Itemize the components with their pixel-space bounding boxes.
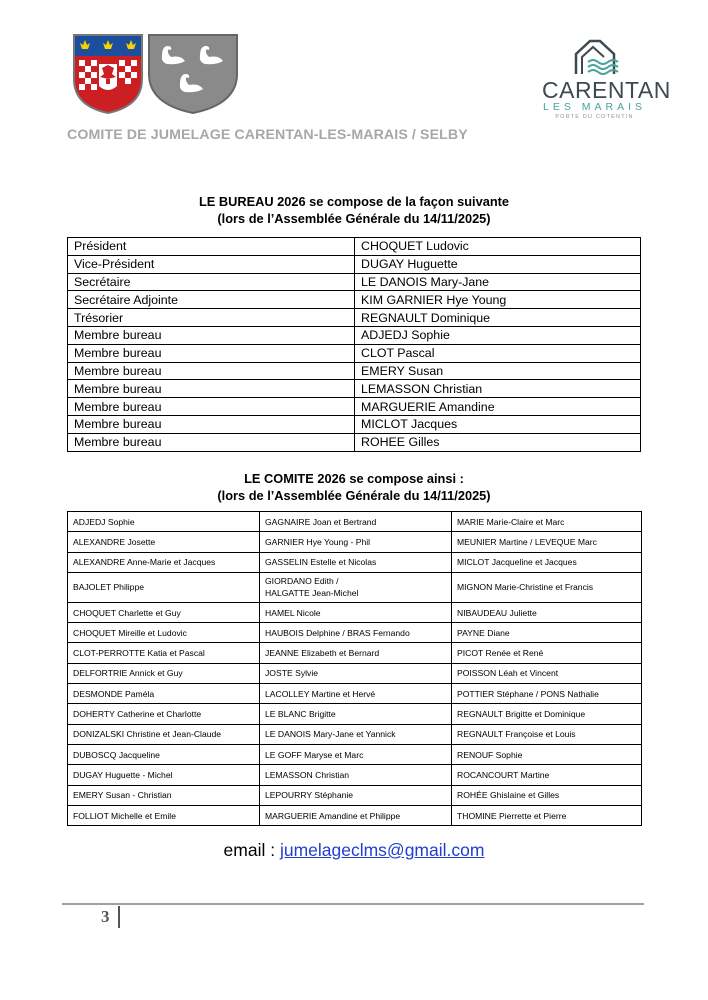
comite-member: LE BLANC Brigitte — [260, 704, 452, 724]
bureau-role: Membre bureau — [68, 433, 355, 451]
comite-member: REGNAULT Françoise et Louis — [452, 724, 642, 744]
comite-heading-line2: (lors de l’Assemblée Générale du 14/11/2025) — [217, 488, 491, 503]
comite-member: REGNAULT Brigitte et Dominique — [452, 704, 642, 724]
bureau-heading — [0, 193, 708, 227]
bureau-row — [68, 255, 641, 273]
contact-email-line — [0, 839, 708, 861]
bureau-member-name: DUGAY Huguette — [355, 255, 641, 273]
comite-heading-line1: LE COMITE 2026 se compose ainsi : — [244, 471, 464, 486]
comite-row — [68, 805, 642, 825]
comite-member: JOSTE Sylvie — [260, 663, 452, 683]
comite-member: DUBOSCQ Jacqueline — [68, 744, 260, 764]
comite-member: DUGAY Huguette - Michel — [68, 765, 260, 785]
comite-member: ROHÉE Ghislaine et Gilles — [452, 785, 642, 805]
bureau-member-name: REGNAULT Dominique — [355, 309, 641, 327]
comite-member-line: GIORDANO Edith / — [265, 576, 339, 587]
comite-member: LEMASSON Christian — [260, 765, 452, 785]
comite-row — [68, 724, 642, 744]
comite-member: CHOQUET Charlette et Guy — [68, 602, 260, 622]
bureau-member-name: LE DANOIS Mary-Jane — [355, 273, 641, 291]
bureau-row — [68, 398, 641, 416]
comite-member: HAUBOIS Delphine / BRAS Fernando — [260, 623, 452, 643]
bureau-role: Membre bureau — [68, 362, 355, 380]
bureau-member-name: CHOQUET Ludovic — [355, 238, 641, 256]
bureau-member-name: ADJEDJ Sophie — [355, 326, 641, 344]
bureau-heading-line2: (lors de l’Assemblée Générale du 14/11/2025) — [217, 211, 491, 226]
comite-member: GASSELIN Estelle et Nicolas — [260, 552, 452, 572]
comite-member: MARIE Marie-Claire et Marc — [452, 512, 642, 532]
bureau-row — [68, 238, 641, 256]
bureau-role: Trésorier — [68, 309, 355, 327]
comite-member: DOHERTY Catherine et Charlotte — [68, 704, 260, 724]
logo-subtitle: LES MARAIS — [542, 101, 647, 113]
comite-member: GARNIER Hye Young - Phil — [260, 532, 452, 552]
comite-table-body — [68, 512, 642, 826]
comite-row — [68, 663, 642, 683]
comite-member: DONIZALSKI Christine et Jean-Claude — [68, 724, 260, 744]
comite-row — [68, 684, 642, 704]
bureau-role: Président — [68, 238, 355, 256]
comite-table — [67, 511, 642, 826]
carentan-coat-of-arms-icon — [73, 34, 143, 114]
bureau-role: Secrétaire Adjointe — [68, 291, 355, 309]
bureau-row — [68, 362, 641, 380]
comite-member: RENOUF Sophie — [452, 744, 642, 764]
email-label: email : — [223, 840, 280, 860]
comite-row — [68, 785, 642, 805]
bureau-member-name: EMERY Susan — [355, 362, 641, 380]
page-number-separator — [118, 906, 120, 928]
comite-row — [68, 602, 642, 622]
comite-row — [68, 765, 642, 785]
comite-member: HAMEL Nicole — [260, 602, 452, 622]
comite-member: GAGNAIRE Joan et Bertrand — [260, 512, 452, 532]
bureau-member-name: MICLOT Jacques — [355, 415, 641, 433]
selby-swans-crest-icon — [148, 34, 238, 114]
comite-member: MARGUERIE Amandine et Philippe — [260, 805, 452, 825]
comite-member: THOMINE Pierrette et Pierre — [452, 805, 642, 825]
comite-member: CHOQUET Mireille et Ludovic — [68, 623, 260, 643]
bureau-role: Membre bureau — [68, 415, 355, 433]
bureau-role: Membre bureau — [68, 326, 355, 344]
comite-member: MICLOT Jacqueline et Jacques — [452, 552, 642, 572]
comite-row — [68, 512, 642, 532]
comite-member: LE DANOIS Mary-Jane et Yannick — [260, 724, 452, 744]
comite-row — [68, 643, 642, 663]
comite-heading — [0, 470, 708, 504]
logo-arch-waves-icon — [542, 38, 647, 78]
comite-member: MEUNIER Martine / LEVEQUE Marc — [452, 532, 642, 552]
bureau-row — [68, 273, 641, 291]
bureau-role: Vice-Président — [68, 255, 355, 273]
comite-member-line: HALGATTE Jean-Michel — [265, 588, 359, 599]
bureau-row — [68, 415, 641, 433]
comite-row — [68, 623, 642, 643]
bureau-row — [68, 344, 641, 362]
bureau-member-name: LEMASSON Christian — [355, 380, 641, 398]
bureau-row — [68, 433, 641, 451]
comite-member: BAJOLET Philippe — [68, 572, 260, 602]
comite-member: POISSON Léah et Vincent — [452, 663, 642, 683]
logo-name: CARENTAN — [542, 77, 671, 103]
bureau-role: Membre bureau — [68, 344, 355, 362]
bureau-table-body — [68, 238, 641, 452]
comite-member: ALEXANDRE Anne-Marie et Jacques — [68, 552, 260, 572]
bureau-role: Membre bureau — [68, 380, 355, 398]
bureau-row — [68, 380, 641, 398]
comite-member: POTTIER Stéphane / PONS Nathalie — [452, 684, 642, 704]
email-link[interactable]: jumelageclms@gmail.com — [279, 840, 485, 860]
organization-title: COMITE DE JUMELAGE CARENTAN-LES-MARAIS / SELBY — [67, 127, 468, 143]
bureau-row — [68, 309, 641, 327]
comite-member: LE GOFF Maryse et Marc — [260, 744, 452, 764]
comite-member: DESMONDE Paméla — [68, 684, 260, 704]
bureau-member-name: CLOT Pascal — [355, 344, 641, 362]
comite-member: NIBAUDEAU Juliette — [452, 602, 642, 622]
comite-member — [260, 572, 452, 602]
comite-member: EMERY Susan - Christian — [68, 785, 260, 805]
comite-member: LEPOURRY Stéphanie — [260, 785, 452, 805]
comite-member: FOLLIOT Michelle et Emile — [68, 805, 260, 825]
comite-member: PAYNE Diane — [452, 623, 642, 643]
bureau-table — [67, 237, 641, 452]
comite-member: ADJEDJ Sophie — [68, 512, 260, 532]
comite-member: PICOT Renée et René — [452, 643, 642, 663]
comite-member: JEANNE Elizabeth et Bernard — [260, 643, 452, 663]
comite-member: ALEXANDRE Josette — [68, 532, 260, 552]
bureau-member-name: MARGUERIE Amandine — [355, 398, 641, 416]
comite-member: CLOT-PERROTTE Katia et Pascal — [68, 643, 260, 663]
comite-member: ROCANCOURT Martine — [452, 765, 642, 785]
bureau-member-name: ROHEE Gilles — [355, 433, 641, 451]
comite-row — [68, 704, 642, 724]
page-number: 3 — [101, 907, 110, 926]
comite-member: DELFORTRIE Annick et Guy — [68, 663, 260, 683]
footer-divider — [62, 903, 644, 905]
comite-row — [68, 744, 642, 764]
comite-row — [68, 532, 642, 552]
comite-member: MIGNON Marie-Christine et Francis — [452, 572, 642, 602]
bureau-role: Membre bureau — [68, 398, 355, 416]
bureau-role: Secrétaire — [68, 273, 355, 291]
comite-row — [68, 552, 642, 572]
bureau-row — [68, 291, 641, 309]
bureau-row — [68, 326, 641, 344]
comite-member: LACOLLEY Martine et Hervé — [260, 684, 452, 704]
bureau-member-name: KIM GARNIER Hye Young — [355, 291, 641, 309]
logo-tagline: PORTE DU COTENTIN — [555, 114, 634, 120]
bureau-heading-line1: LE BUREAU 2026 se compose de la façon suivante — [198, 194, 510, 209]
carentan-les-marais-logo — [542, 38, 671, 120]
comite-row — [68, 572, 642, 602]
